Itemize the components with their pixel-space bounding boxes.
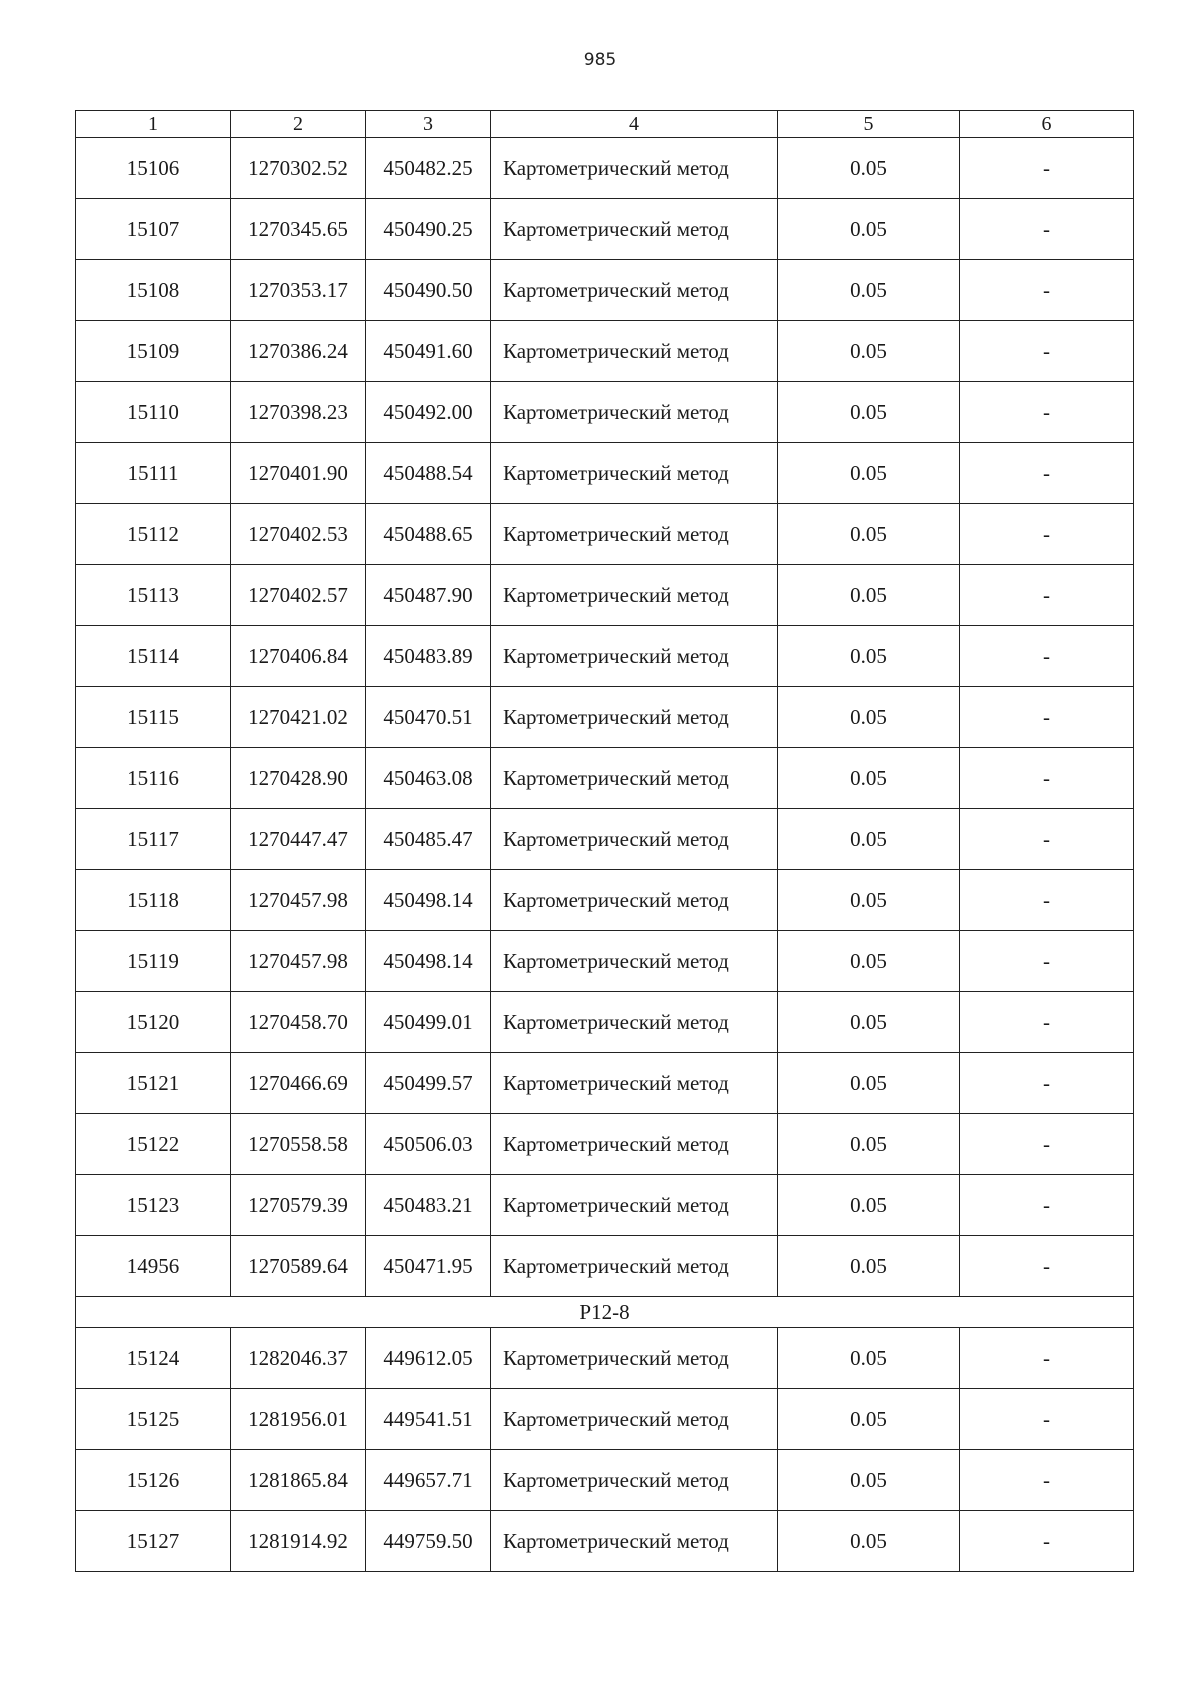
x-coordinate-cell: 1270457.98 [231,870,366,931]
accuracy-cell: 0.05 [778,1511,960,1572]
method-cell: Картометрический метод [491,1175,778,1236]
method-cell: Картометрический метод [491,504,778,565]
note-cell: - [960,504,1134,565]
table-row [76,1053,1134,1114]
point-number-cell: 15124 [76,1328,231,1389]
accuracy-cell: 0.05 [778,1053,960,1114]
x-coordinate-cell: 1270386.24 [231,321,366,382]
note-cell: - [960,260,1134,321]
point-number-cell: 15127 [76,1511,231,1572]
method-cell: Картометрический метод [491,138,778,199]
section-row [76,1297,1134,1328]
x-coordinate-cell: 1270428.90 [231,748,366,809]
accuracy-cell: 0.05 [778,809,960,870]
y-coordinate-cell: 449612.05 [366,1328,491,1389]
x-coordinate-cell: 1270345.65 [231,199,366,260]
x-coordinate-cell: 1281865.84 [231,1450,366,1511]
x-coordinate-cell: 1270402.53 [231,504,366,565]
point-number-cell: 15116 [76,748,231,809]
accuracy-cell: 0.05 [778,1328,960,1389]
x-coordinate-cell: 1282046.37 [231,1328,366,1389]
table-row [76,931,1134,992]
accuracy-cell: 0.05 [778,443,960,504]
method-cell: Картометрический метод [491,260,778,321]
page-number: 985 [583,50,617,70]
y-coordinate-cell: 450499.57 [366,1053,491,1114]
table-row [76,809,1134,870]
accuracy-cell: 0.05 [778,138,960,199]
point-number-cell: 15107 [76,199,231,260]
point-number-cell: 15114 [76,626,231,687]
note-cell: - [960,382,1134,443]
x-coordinate-cell: 1270302.52 [231,138,366,199]
method-cell: Картометрический метод [491,1450,778,1511]
table-row [76,321,1134,382]
accuracy-cell: 0.05 [778,1236,960,1297]
accuracy-cell: 0.05 [778,1114,960,1175]
x-coordinate-cell: 1281914.92 [231,1511,366,1572]
accuracy-cell: 0.05 [778,504,960,565]
y-coordinate-cell: 450490.50 [366,260,491,321]
accuracy-cell: 0.05 [778,565,960,626]
x-coordinate-cell: 1270466.69 [231,1053,366,1114]
method-cell: Картометрический метод [491,565,778,626]
y-coordinate-cell: 450499.01 [366,992,491,1053]
table-row [76,1175,1134,1236]
point-number-cell: 15115 [76,687,231,748]
note-cell: - [960,931,1134,992]
x-coordinate-cell: 1270447.47 [231,809,366,870]
point-number-cell: 15122 [76,1114,231,1175]
table-row [76,626,1134,687]
x-coordinate-cell: 1270421.02 [231,687,366,748]
method-cell: Картометрический метод [491,870,778,931]
accuracy-cell: 0.05 [778,321,960,382]
header-cell-6: 6 [960,111,1134,138]
y-coordinate-cell: 450470.51 [366,687,491,748]
note-cell: - [960,1511,1134,1572]
table-row [76,199,1134,260]
note-cell: - [960,138,1134,199]
method-cell: Картометрический метод [491,748,778,809]
y-coordinate-cell: 450492.00 [366,382,491,443]
y-coordinate-cell: 450487.90 [366,565,491,626]
point-number-cell: 15125 [76,1389,231,1450]
accuracy-cell: 0.05 [778,626,960,687]
y-coordinate-cell: 450490.25 [366,199,491,260]
note-cell: - [960,992,1134,1053]
accuracy-cell: 0.05 [778,992,960,1053]
header-cell-2: 2 [231,111,366,138]
y-coordinate-cell: 450498.14 [366,870,491,931]
table-row [76,1450,1134,1511]
y-coordinate-cell: 450488.65 [366,504,491,565]
x-coordinate-cell: 1270579.39 [231,1175,366,1236]
accuracy-cell: 0.05 [778,1450,960,1511]
note-cell: - [960,443,1134,504]
table-row [76,1236,1134,1297]
header-cell-3: 3 [366,111,491,138]
point-number-cell: 15112 [76,504,231,565]
method-cell: Картометрический метод [491,809,778,870]
table-row [76,443,1134,504]
table-row [76,748,1134,809]
x-coordinate-cell: 1270558.58 [231,1114,366,1175]
note-cell: - [960,626,1134,687]
method-cell: Картометрический метод [491,443,778,504]
method-cell: Картометрический метод [491,626,778,687]
y-coordinate-cell: 450483.21 [366,1175,491,1236]
table-row [76,870,1134,931]
method-cell: Картометрический метод [491,1236,778,1297]
method-cell: Картометрический метод [491,1389,778,1450]
x-coordinate-cell: 1270457.98 [231,931,366,992]
point-number-cell: 15121 [76,1053,231,1114]
accuracy-cell: 0.05 [778,199,960,260]
note-cell: - [960,1328,1134,1389]
header-cell-1: 1 [76,111,231,138]
point-number-cell: 15119 [76,931,231,992]
table-row [76,1328,1134,1389]
y-coordinate-cell: 449657.71 [366,1450,491,1511]
point-number-cell: 15117 [76,809,231,870]
point-number-cell: 15120 [76,992,231,1053]
table-row [76,1511,1134,1572]
table-row [76,1114,1134,1175]
x-coordinate-cell: 1270401.90 [231,443,366,504]
accuracy-cell: 0.05 [778,260,960,321]
method-cell: Картометрический метод [491,382,778,443]
y-coordinate-cell: 449759.50 [366,1511,491,1572]
method-cell: Картометрический метод [491,992,778,1053]
note-cell: - [960,565,1134,626]
point-number-cell: 15106 [76,138,231,199]
header-row [76,111,1134,138]
coordinates-table [75,110,1134,1572]
y-coordinate-cell: 450506.03 [366,1114,491,1175]
x-coordinate-cell: 1270398.23 [231,382,366,443]
point-number-cell: 14956 [76,1236,231,1297]
accuracy-cell: 0.05 [778,687,960,748]
header-cell-4: 4 [491,111,778,138]
y-coordinate-cell: 450463.08 [366,748,491,809]
method-cell: Картометрический метод [491,199,778,260]
table-row [76,1389,1134,1450]
y-coordinate-cell: 450488.54 [366,443,491,504]
point-number-cell: 15109 [76,321,231,382]
accuracy-cell: 0.05 [778,1389,960,1450]
point-number-cell: 15110 [76,382,231,443]
note-cell: - [960,1450,1134,1511]
method-cell: Картометрический метод [491,1328,778,1389]
accuracy-cell: 0.05 [778,382,960,443]
table-row [76,992,1134,1053]
note-cell: - [960,1389,1134,1450]
accuracy-cell: 0.05 [778,870,960,931]
table-row [76,687,1134,748]
method-cell: Картометрический метод [491,1053,778,1114]
section-label: Р12-8 [76,1297,1134,1328]
note-cell: - [960,1236,1134,1297]
note-cell: - [960,748,1134,809]
point-number-cell: 15123 [76,1175,231,1236]
table-row [76,382,1134,443]
y-coordinate-cell: 450498.14 [366,931,491,992]
note-cell: - [960,1114,1134,1175]
x-coordinate-cell: 1270402.57 [231,565,366,626]
x-coordinate-cell: 1270353.17 [231,260,366,321]
note-cell: - [960,199,1134,260]
x-coordinate-cell: 1270406.84 [231,626,366,687]
accuracy-cell: 0.05 [778,931,960,992]
y-coordinate-cell: 450483.89 [366,626,491,687]
accuracy-cell: 0.05 [778,748,960,809]
note-cell: - [960,809,1134,870]
y-coordinate-cell: 450491.60 [366,321,491,382]
note-cell: - [960,687,1134,748]
x-coordinate-cell: 1270589.64 [231,1236,366,1297]
point-number-cell: 15108 [76,260,231,321]
table-row [76,260,1134,321]
method-cell: Картометрический метод [491,321,778,382]
point-number-cell: 15113 [76,565,231,626]
y-coordinate-cell: 450485.47 [366,809,491,870]
y-coordinate-cell: 450471.95 [366,1236,491,1297]
x-coordinate-cell: 1270458.70 [231,992,366,1053]
method-cell: Картометрический метод [491,687,778,748]
note-cell: - [960,1053,1134,1114]
note-cell: - [960,1175,1134,1236]
point-number-cell: 15111 [76,443,231,504]
method-cell: Картометрический метод [491,931,778,992]
table-row [76,565,1134,626]
x-coordinate-cell: 1281956.01 [231,1389,366,1450]
method-cell: Картометрический метод [491,1511,778,1572]
point-number-cell: 15126 [76,1450,231,1511]
point-number-cell: 15118 [76,870,231,931]
table-body [76,111,1134,1572]
header-cell-5: 5 [778,111,960,138]
note-cell: - [960,321,1134,382]
table-row [76,504,1134,565]
method-cell: Картометрический метод [491,1114,778,1175]
y-coordinate-cell: 449541.51 [366,1389,491,1450]
y-coordinate-cell: 450482.25 [366,138,491,199]
accuracy-cell: 0.05 [778,1175,960,1236]
table-row [76,138,1134,199]
note-cell: - [960,870,1134,931]
